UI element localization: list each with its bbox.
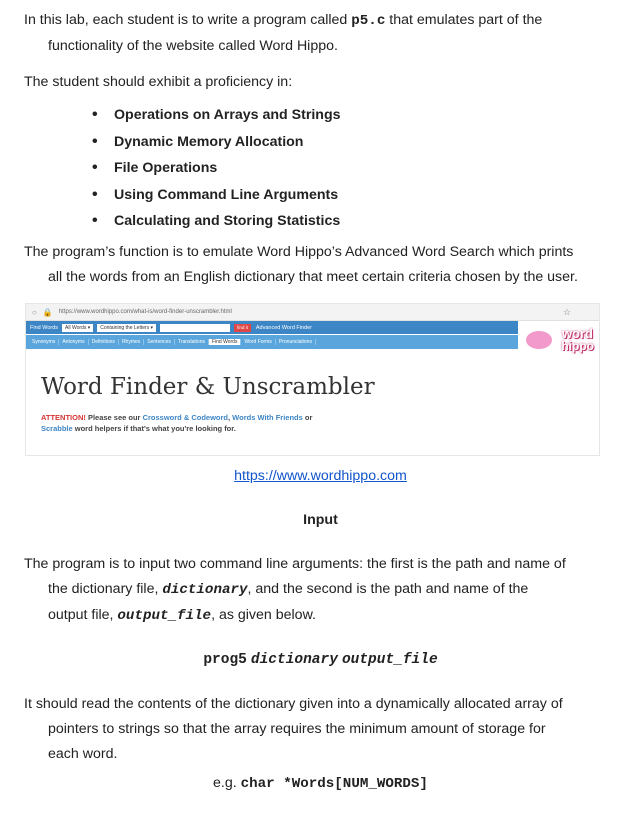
containing-select: Containing the Letters ▾	[97, 324, 156, 332]
intro-paragraph	[24, 8, 614, 59]
browser-url-bar	[26, 304, 599, 321]
tab-antonyms: Antonyms	[59, 339, 88, 345]
skills-intro: The student should exhibit a proficiency in:	[24, 74, 293, 90]
page-title: Word Finder & Unscrambler	[41, 374, 375, 400]
read-line3: each word.	[48, 746, 118, 762]
input-line1: The program is to input two command line arguments: the first is the path and name of	[24, 556, 566, 572]
find-words-label: Find Words	[30, 324, 59, 331]
function-paragraph	[24, 240, 614, 290]
list-item: • Using Command Line Arguments	[88, 182, 341, 209]
wordhippo-logo: word hippo	[518, 321, 599, 361]
letters-input	[160, 324, 230, 332]
program-filename: p5.c	[351, 13, 386, 29]
tab-word-forms: Word Forms	[241, 339, 275, 345]
command-line-example	[0, 651, 641, 668]
list-item: • File Operations	[88, 155, 341, 182]
function-line2: all the words from an English dictionary that meet certain criteria chosen by the user.	[48, 269, 578, 285]
command-arg2: output_file	[341, 652, 438, 668]
advanced-finder-link: Advanced Word Finder	[255, 324, 312, 331]
read-paragraph	[24, 692, 614, 767]
function-line1: The program’s function is to emulate Word Hippo’s Advanced Word Search which prints	[24, 244, 574, 260]
example-prefix: e.g.	[213, 775, 241, 791]
input-heading: Input	[303, 512, 338, 528]
find-it-button: find it	[234, 324, 251, 332]
nav-tabs	[26, 335, 518, 349]
list-item: • Calculating and Storing Statistics	[88, 208, 341, 235]
tab-sentences: Sentences	[144, 339, 175, 345]
code-example	[0, 775, 641, 792]
read-line1: It should read the contents of the dictionary given into a dynamically allocated array of	[24, 696, 563, 712]
input-paragraph	[24, 552, 614, 629]
intro-text: In this lab, each student is to write a program called	[24, 12, 352, 28]
list-item: • Operations on Arrays and Strings	[88, 102, 341, 129]
wordhippo-link[interactable]: https://www.wordhippo.com	[234, 468, 407, 484]
command-arg1: dictionary	[250, 652, 338, 668]
tab-rhymes: Rhymes	[119, 339, 144, 345]
reload-icon: ○	[32, 307, 37, 317]
command-prog: prog5	[203, 652, 247, 668]
tab-definitions: Definitions	[89, 339, 119, 345]
all-words-select: All Words ▾	[62, 324, 93, 332]
tab-synonyms: Synonyms	[29, 339, 59, 345]
tab-translations: Translations	[175, 339, 209, 345]
tab-pronunciations: Pronunciations	[276, 339, 316, 345]
input-line3: output file, output_file, as given below.	[48, 607, 316, 624]
dictionary-arg: dictionary	[162, 582, 248, 598]
output-file-arg: output_file	[117, 608, 212, 624]
wordhippo-screenshot	[25, 303, 600, 456]
lock-icon: 🔒	[42, 307, 53, 317]
read-line2: pointers to strings so that the array requires the minimum amount of storage for	[48, 721, 546, 737]
skills-list	[88, 102, 341, 235]
hippo-icon	[526, 331, 552, 349]
tab-find-words: Find Words	[209, 339, 241, 345]
intro-text-cont: that emulates part of the	[385, 12, 543, 28]
search-bar	[26, 321, 518, 334]
attention-notice: ATTENTION! Please see our Crossword & Codeword, Words With Friends or Scrabble word helpers if that's what you're looking for.	[41, 413, 313, 433]
list-item: • Dynamic Memory Allocation	[88, 129, 341, 156]
bookmark-star-icon: ☆	[562, 306, 571, 317]
input-line2: the dictionary file, dictionary, and the second is the path and name of the	[48, 581, 529, 598]
intro-line2: functionality of the website called Word Hippo.	[48, 38, 338, 54]
url-text: https://www.wordhippo.com/what-is/word-finder-unscrambler.html	[58, 309, 232, 315]
example-code: char *Words[NUM_WORDS]	[240, 776, 428, 792]
